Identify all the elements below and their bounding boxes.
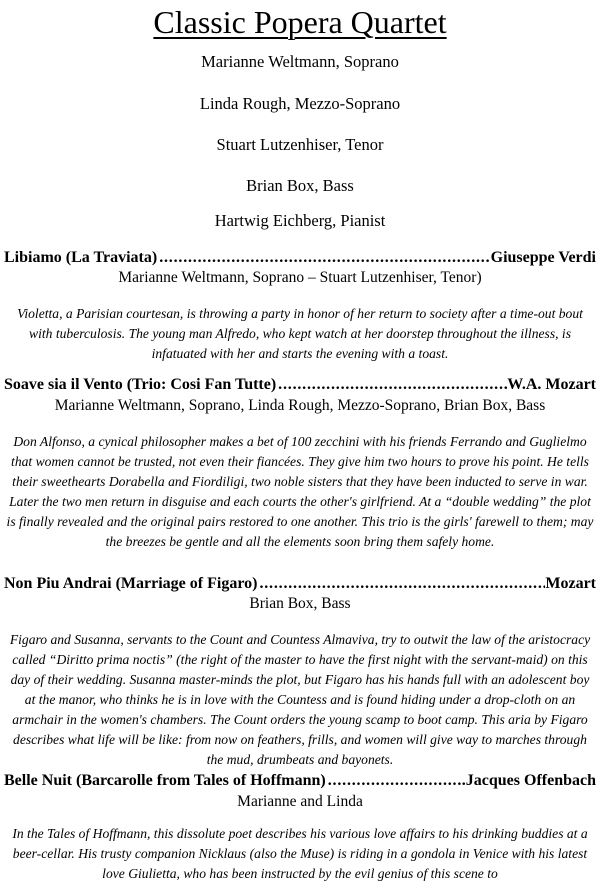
piece-title-line [4, 771, 596, 791]
piece-title: Soave sia il Vento (Trio: Cosi Fan Tutte) [4, 376, 277, 393]
dot-leader [157, 248, 490, 268]
performer-pianist: Hartwig Eichberg, Pianist [214, 211, 386, 230]
dot-leader [257, 574, 545, 594]
piece-synopsis: Violetta, a Parisian courtesan, is throwing a party in honor of her return to society after a time-out bout with tuberculosis. The young man Alfredo, who kept watch at her doorstep throughout the illness, is infatuated with her and starts the evening with a toast. [17, 306, 583, 361]
piece-title-line [4, 248, 596, 268]
piece-title-line [4, 375, 596, 395]
dot-leader [276, 375, 507, 395]
piece-synopsis: Figaro and Susanna, servants to the Count and Countess Almaviva, try to outwit the law of the aristocracy called “Diritto prima noctis” (the right of the master to have the first night with the servant-maid) on this day of their wedding. Susanna master-minds the plot, but Figaro has his hands full with an adolescent boy at the manor, who thinks he is in love with the Countess and is found hiding under a drop-cloth on an armchair in the women's chambers. The Count orders the young scamp to boot camp. This aria by Figaro describes what life will be like: from now on feathers, frills, and women will give way to marches through the mud, drumbeats and bayonets. [9, 632, 591, 767]
dot-leader [326, 771, 462, 791]
piece-cast: Marianne Weltmann, Soprano, Linda Rough, Mezzo-Soprano, Brian Box, Bass [54, 397, 546, 414]
piece-title: Libiamo (La Traviata) [4, 249, 158, 266]
piece-synopsis: Don Alfonso, a cynical philosopher makes a bet of 100 zecchini with his friends Ferrando and Guglielmo that women cannot be trusted, not even their fiancées. They give him two hours to prove his point. He tells their sweethearts Dorabella and Fiordiligi, two noble sisters that they have been inducted to serve in war. Later the two men return in disguise and each courts the other's girlfriend. At a “double wedding” the plot is finally revealed and the original pairs restored to one another. This trio is the girls' farewell to them; may the breezes be gentle and all the elements soon bring them safely home. [6, 434, 594, 549]
piece-composer: Giuseppe Verdi [490, 249, 596, 266]
piece-cast: Marianne and Linda [237, 793, 363, 810]
piece-title-line [4, 574, 596, 594]
performer-bass: Brian Box, Bass [246, 176, 354, 195]
piece-composer: .Jacques Offenbach [461, 772, 596, 789]
piece-synopsis: In the Tales of Hoffmann, this dissolute poet describes his various love affairs to his drinking buddies at a beer-cellar. His trusty companion Nicklaus (also the Muse) is riding in a gondola in Venice with his latest love Giulietta, who has been instructed by the evil genius of this scene to [12, 826, 588, 881]
piece-cast: Marianne Weltmann, Soprano – Stuart Lutzenhiser, Tenor) [118, 269, 482, 286]
piece-cast: Brian Box, Bass [249, 595, 351, 612]
performer-mezzo-soprano: Linda Rough, Mezzo-Soprano [199, 94, 401, 113]
piece-composer: W.A. Mozart [507, 376, 596, 393]
piece-title: Non Piu Andrai (Marriage of Figaro) [4, 575, 258, 592]
performer-soprano: Marianne Weltmann, Soprano [201, 52, 399, 71]
piece-composer: Mozart [545, 575, 596, 592]
piece-title: Belle Nuit (Barcarolle from Tales of Hoffmann) [4, 772, 326, 789]
performer-tenor: Stuart Lutzenhiser, Tenor [216, 135, 384, 154]
program-title: Classic Popera Quartet [153, 4, 447, 40]
